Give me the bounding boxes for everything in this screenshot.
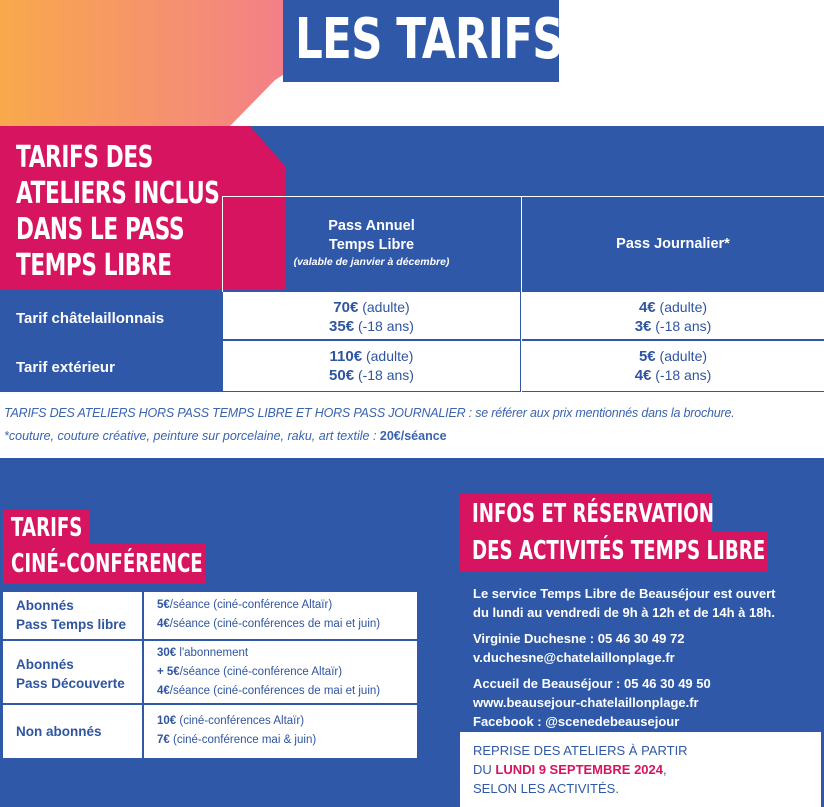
cine-table-row: Abonnés Pass Temps libre [3,592,142,639]
note-ateliers-specifiques: *couture, couture créative, peinture sur porcelaine, raku, art textile : 20€/séance [4,429,447,443]
cine-title-line2: CINÉ-CONFÉRENCE [3,544,205,584]
opening-hours: du lundi au vendredi de 9h à 12h et de 14h à 18h. [473,605,775,620]
row-label-exterieur: Tarif extérieur [16,359,115,376]
cine-table-row: Non abonnés [3,705,142,758]
infos-contact-block [460,573,821,732]
cine-table-row: Abonnés Pass Découverte [3,641,142,703]
note-hors-pass: TARIFS DES ATELIERS HORS PASS TEMPS LIBRE ET HORS PASS JOURNALIER : se référer aux prix mentionnés dans la brochure. [4,406,735,420]
accueil-phone: Accueil de Beauséjour : 05 46 30 49 50 [473,676,711,691]
facebook-link[interactable]: Facebook : @scenedebeausejour [473,714,680,729]
price-cell-daily-exterieur: 5€ (adulte) 4€ (-18 ans) [522,341,824,391]
contact-email-link[interactable]: v.duchesne@chatelaillonplage.fr [473,650,675,665]
row-label-chatelaillonnais: Tarif châtelaillonnais [16,310,165,327]
opening-hours: Le service Temps Libre de Beauséjour est ouvert [473,586,776,601]
cine-title-line1: TARIFS [3,510,89,546]
page-title: LES TARIFS [283,0,559,82]
reprise-announcement: REPRISE DES ATELIERS À PARTIR DU LUNDI 9 SEPTEMBRE 2024, SELON LES ACTIVITÉS. [460,732,821,807]
infos-title-line1: INFOS ET RÉSERVATION [460,494,712,534]
infos-title-line2: DES ACTIVITÉS TEMPS LIBRE [460,531,768,571]
column-header-pass-journalier: Pass Journalier* [616,236,730,252]
cine-table-row: 5€/séance (ciné-conférence Altaïr) 4€/séance (ciné-conférences de mai et juin) [144,592,417,639]
cine-table-row: 10€ (ciné-conférences Altaïr) 7€ (ciné-conférence mai & juin) [144,705,417,758]
pass-notes [4,402,824,448]
website-link[interactable]: www.beausejour-chatelaillonplage.fr [473,695,699,710]
price-cell-annual-chatelaillonnais: 70€ (adulte) 35€ (-18 ans) [223,292,520,339]
pass-section-title: TARIFS DES ATELIERS INCLUS DANS LE PASS TEMPS LIBRE [16,140,220,283]
contact-phone: Virginie Duchesne : 05 46 30 49 72 [473,631,685,646]
column-header-pass-annuel: Pass Annuel Temps Libre (valable de janvier à décembre) [293,218,450,268]
price-cell-annual-exterieur: 110€ (adulte) 50€ (-18 ans) [223,341,520,391]
cine-table-row: 30€ l'abonnement + 5€/séance (ciné-conférence Altaïr) 4€/séance (ciné-conférences de mai et juin) [144,641,417,703]
price-cell-daily-chatelaillonnais: 4€ (adulte) 3€ (-18 ans) [522,292,824,339]
